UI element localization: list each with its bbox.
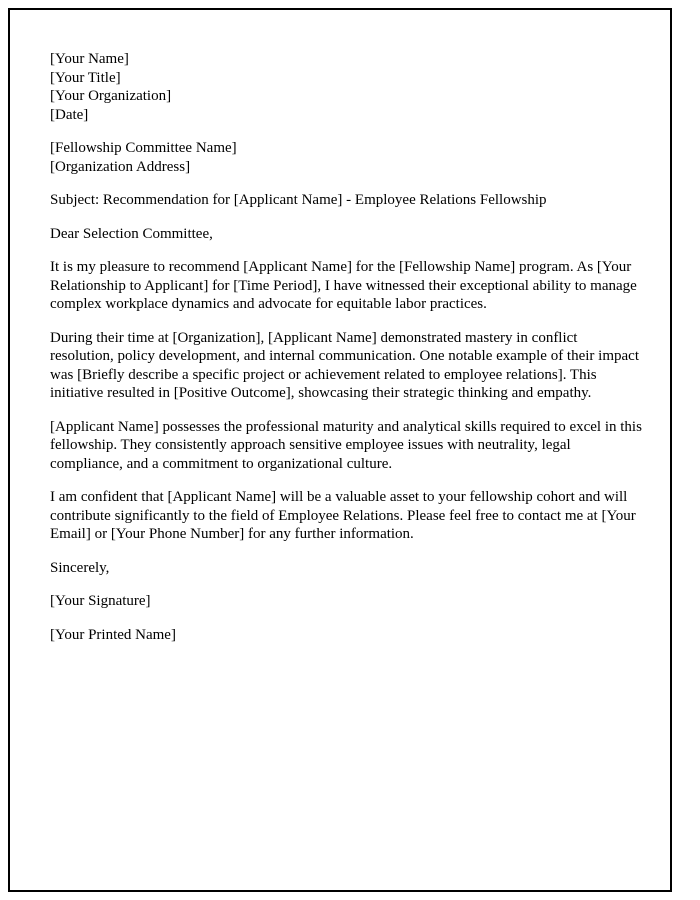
letter-page bbox=[8, 8, 672, 892]
sender-organization-line: [Your Organization] bbox=[50, 88, 172, 104]
sender-date-line: [Date] bbox=[50, 106, 89, 123]
body-paragraph-3: [Applicant Name] possesses the professional maturity and analytical skills required to excel in this fellowship. They consistently approach sensitive employee issues with neutrality, legal compliance, and a commitment to organizational culture. bbox=[50, 418, 642, 472]
closing: Sincerely, bbox=[50, 559, 110, 576]
body-paragraph-4: I am confident that [Applicant Name] will be a valuable asset to your fellowship cohort and will contribute significantly to the field of Employee Relations. Please feel free to contact me at [Your Email] or [Your Phone Number] for any further information. bbox=[50, 489, 636, 542]
signature-placeholder: [Your Signature] bbox=[50, 593, 151, 609]
printed-name-placeholder: [Your Printed Name] bbox=[50, 626, 176, 643]
body-paragraph-2: During their time at [Organization], [Applicant Name] demonstrated mastery in conflict resolution, policy development, and internal communication. One notable example of their impact was [Briefly describe a specific project or achievement related to employee relations]. This initiative resulted in [Positive Outcome], showcasing their strategic thinking and empathy. bbox=[50, 329, 639, 401]
recipient-block bbox=[50, 139, 642, 176]
body-paragraph-1: It is my pleasure to recommend [Applicant Name] for the [Fellowship Name] program. As [Your Relationship to Applicant] for [Time Period], I have witnessed their exceptional ability to manage complex workplace dynamics and advocate for equitable labor practices. bbox=[50, 259, 637, 312]
letter-content bbox=[10, 10, 670, 644]
sender-block bbox=[50, 50, 642, 124]
sender-title-line: [Your Title] bbox=[50, 69, 121, 86]
subject-line: Subject: Recommendation for [Applicant Name] - Employee Relations Fellowship bbox=[50, 192, 547, 208]
salutation: Dear Selection Committee, bbox=[50, 225, 213, 242]
recipient-address-line: [Organization Address] bbox=[50, 158, 191, 175]
sender-name-line: [Your Name] bbox=[50, 51, 129, 67]
recipient-committee-line: [Fellowship Committee Name] bbox=[50, 140, 237, 156]
